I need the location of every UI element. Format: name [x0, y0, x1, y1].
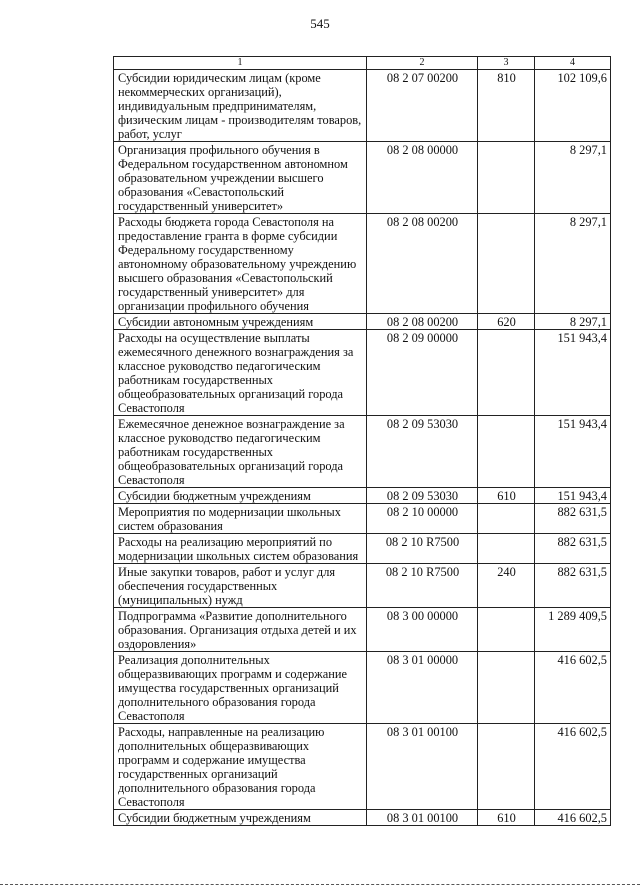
row-amount: 8 297,1	[535, 142, 611, 214]
header-col-4: 4	[535, 57, 611, 70]
row-amount: 151 943,4	[535, 488, 611, 504]
row-name: Субсидии автономным учреждениям	[114, 314, 367, 330]
row-code: 08 3 00 00000	[367, 608, 478, 652]
table-row	[114, 314, 611, 330]
row-type	[478, 214, 535, 314]
row-type: 610	[478, 810, 535, 826]
row-amount: 882 631,5	[535, 504, 611, 534]
row-code: 08 2 10 R7500	[367, 564, 478, 608]
table-row	[114, 330, 611, 416]
header-col-1: 1	[114, 57, 367, 70]
row-code: 08 2 10 00000	[367, 504, 478, 534]
row-code: 08 2 09 53030	[367, 416, 478, 488]
row-code: 08 3 01 00100	[367, 724, 478, 810]
row-amount: 882 631,5	[535, 564, 611, 608]
row-type	[478, 534, 535, 564]
header-col-3: 3	[478, 57, 535, 70]
row-type: 810	[478, 70, 535, 142]
row-amount: 1 289 409,5	[535, 608, 611, 652]
table-row	[114, 70, 611, 142]
row-code: 08 2 07 00200	[367, 70, 478, 142]
row-code: 08 2 10 R7500	[367, 534, 478, 564]
table-row	[114, 652, 611, 724]
row-type	[478, 652, 535, 724]
row-code: 08 2 09 53030	[367, 488, 478, 504]
row-type	[478, 330, 535, 416]
table-row	[114, 488, 611, 504]
row-name: Иные закупки товаров, работ и услуг для обеспечения государственных (муниципальных) нужд	[114, 564, 367, 608]
row-type	[478, 608, 535, 652]
table-row	[114, 810, 611, 826]
table-body	[114, 70, 611, 826]
row-amount: 151 943,4	[535, 330, 611, 416]
row-code: 08 3 01 00000	[367, 652, 478, 724]
row-code: 08 2 09 00000	[367, 330, 478, 416]
row-type	[478, 416, 535, 488]
row-amount: 102 109,6	[535, 70, 611, 142]
row-name: Подпрограмма «Развитие дополнительного образования. Организация отдыха детей и их оздоровления»	[114, 608, 367, 652]
row-name: Мероприятия по модернизации школьных систем образования	[114, 504, 367, 534]
table-row	[114, 534, 611, 564]
row-type	[478, 142, 535, 214]
row-type: 620	[478, 314, 535, 330]
row-amount: 8 297,1	[535, 214, 611, 314]
row-name: Субсидии юридическим лицам (кроме некоммерческих организаций), индивидуальным предпринимателям, физическим лицам - производителям товаров, работ, услуг	[114, 70, 367, 142]
row-amount: 8 297,1	[535, 314, 611, 330]
row-amount: 416 602,5	[535, 652, 611, 724]
row-amount: 416 602,5	[535, 724, 611, 810]
row-name: Расходы на реализацию мероприятий по модернизации школьных систем образования	[114, 534, 367, 564]
table-row	[114, 416, 611, 488]
row-code: 08 3 01 00100	[367, 810, 478, 826]
row-name: Расходы бюджета города Севастополя на предоставление гранта в форме субсидии Федеральному государственному автономному образовательному учреждению высшего образования «Севастопольский государственный университет» для организации профильного обучения	[114, 214, 367, 314]
page-number: 545	[310, 16, 330, 31]
table-row	[114, 504, 611, 534]
row-amount: 882 631,5	[535, 534, 611, 564]
table-header	[114, 57, 611, 70]
table-row	[114, 214, 611, 314]
header-row	[114, 57, 611, 70]
row-code: 08 2 08 00200	[367, 314, 478, 330]
table-row	[114, 564, 611, 608]
row-name: Ежемесячное денежное вознаграждение за классное руководство педагогическим работникам государственных общеобразовательных организаций города Севастополя	[114, 416, 367, 488]
table-row	[114, 608, 611, 652]
row-type	[478, 504, 535, 534]
budget-table	[113, 56, 611, 826]
table-row	[114, 724, 611, 810]
row-name: Субсидии бюджетным учреждениям	[114, 488, 367, 504]
row-code: 08 2 08 00000	[367, 142, 478, 214]
row-name: Расходы, направленные на реализацию дополнительных общеразвивающих программ и содержание имущества государственных организаций дополнительного образования города Севастополя	[114, 724, 367, 810]
row-name: Расходы на осуществление выплаты ежемесячного денежного вознаграждения за классное руководство педагогическим работникам государственных общеобразовательных организаций города Севастополя	[114, 330, 367, 416]
row-type: 240	[478, 564, 535, 608]
row-amount: 151 943,4	[535, 416, 611, 488]
row-name: Реализация дополнительных общеразвивающих программ и содержание имущества государственных организаций дополнительного образования города Севастополя	[114, 652, 367, 724]
page-bottom-rule	[0, 884, 640, 885]
row-type: 610	[478, 488, 535, 504]
header-col-2: 2	[367, 57, 478, 70]
row-name: Организация профильного обучения в Федеральном государственном автономном образовательном учреждении высшего образования «Севастопольский государственный университет»	[114, 142, 367, 214]
row-type	[478, 724, 535, 810]
row-amount: 416 602,5	[535, 810, 611, 826]
row-name: Субсидии бюджетным учреждениям	[114, 810, 367, 826]
row-code: 08 2 08 00200	[367, 214, 478, 314]
table-row	[114, 142, 611, 214]
